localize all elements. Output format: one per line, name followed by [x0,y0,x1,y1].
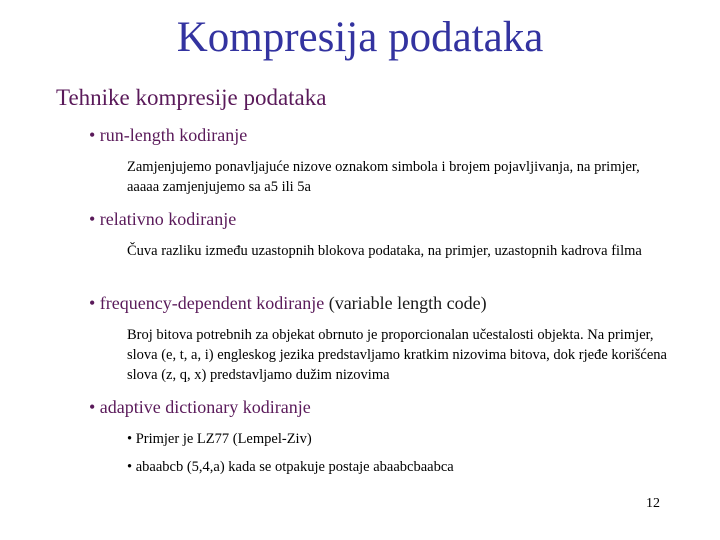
desc-frequency-dependent: Broj bitova potrebnih za objekat obrnuto je proporcionalan učestalosti objekta. Na primjer, slova (e, t, a, i) engleskog jezika predstavljamo kratkim nizovima bitova, dok rjeđe korišćena slova (z, q, x) predstavljamo dužim nizovima [127,327,667,383]
bullet-run-length: • run-length kodiranje [89,125,248,145]
bullet-frequency-dependent-suffix: (variable length code) [324,293,487,313]
bullet-relative: • relativno kodiranje [89,209,237,229]
slide-subtitle: Tehnike kompresije podataka [56,85,327,110]
bullet-frequency-dependent [89,292,487,314]
page-number: 12 [646,496,660,511]
bullet-adaptive-dictionary: • adaptive dictionary kodiranje [89,397,311,417]
subitem-lz77: • Primjer je LZ77 (Lempel-Ziv) [127,431,312,447]
slide-title: Kompresija podataka [176,14,544,61]
desc-relative: Čuva razliku između uzastopnih blokova podataka, na primjer, uzastopnih kadrova filma [127,243,642,259]
subitem-example: • abaabcb (5,4,a) kada se otpakuje postaje abaabcbaabca [127,459,454,475]
bullet-frequency-dependent-label: • frequency-dependent kodiranje [89,293,325,313]
desc-run-length: Zamjenjujemo ponavljajuće nizove oznakom simbola i brojem pojavljivanja, na primjer, aaaaa zamjenjujemo sa a5 ili 5a [127,159,640,195]
